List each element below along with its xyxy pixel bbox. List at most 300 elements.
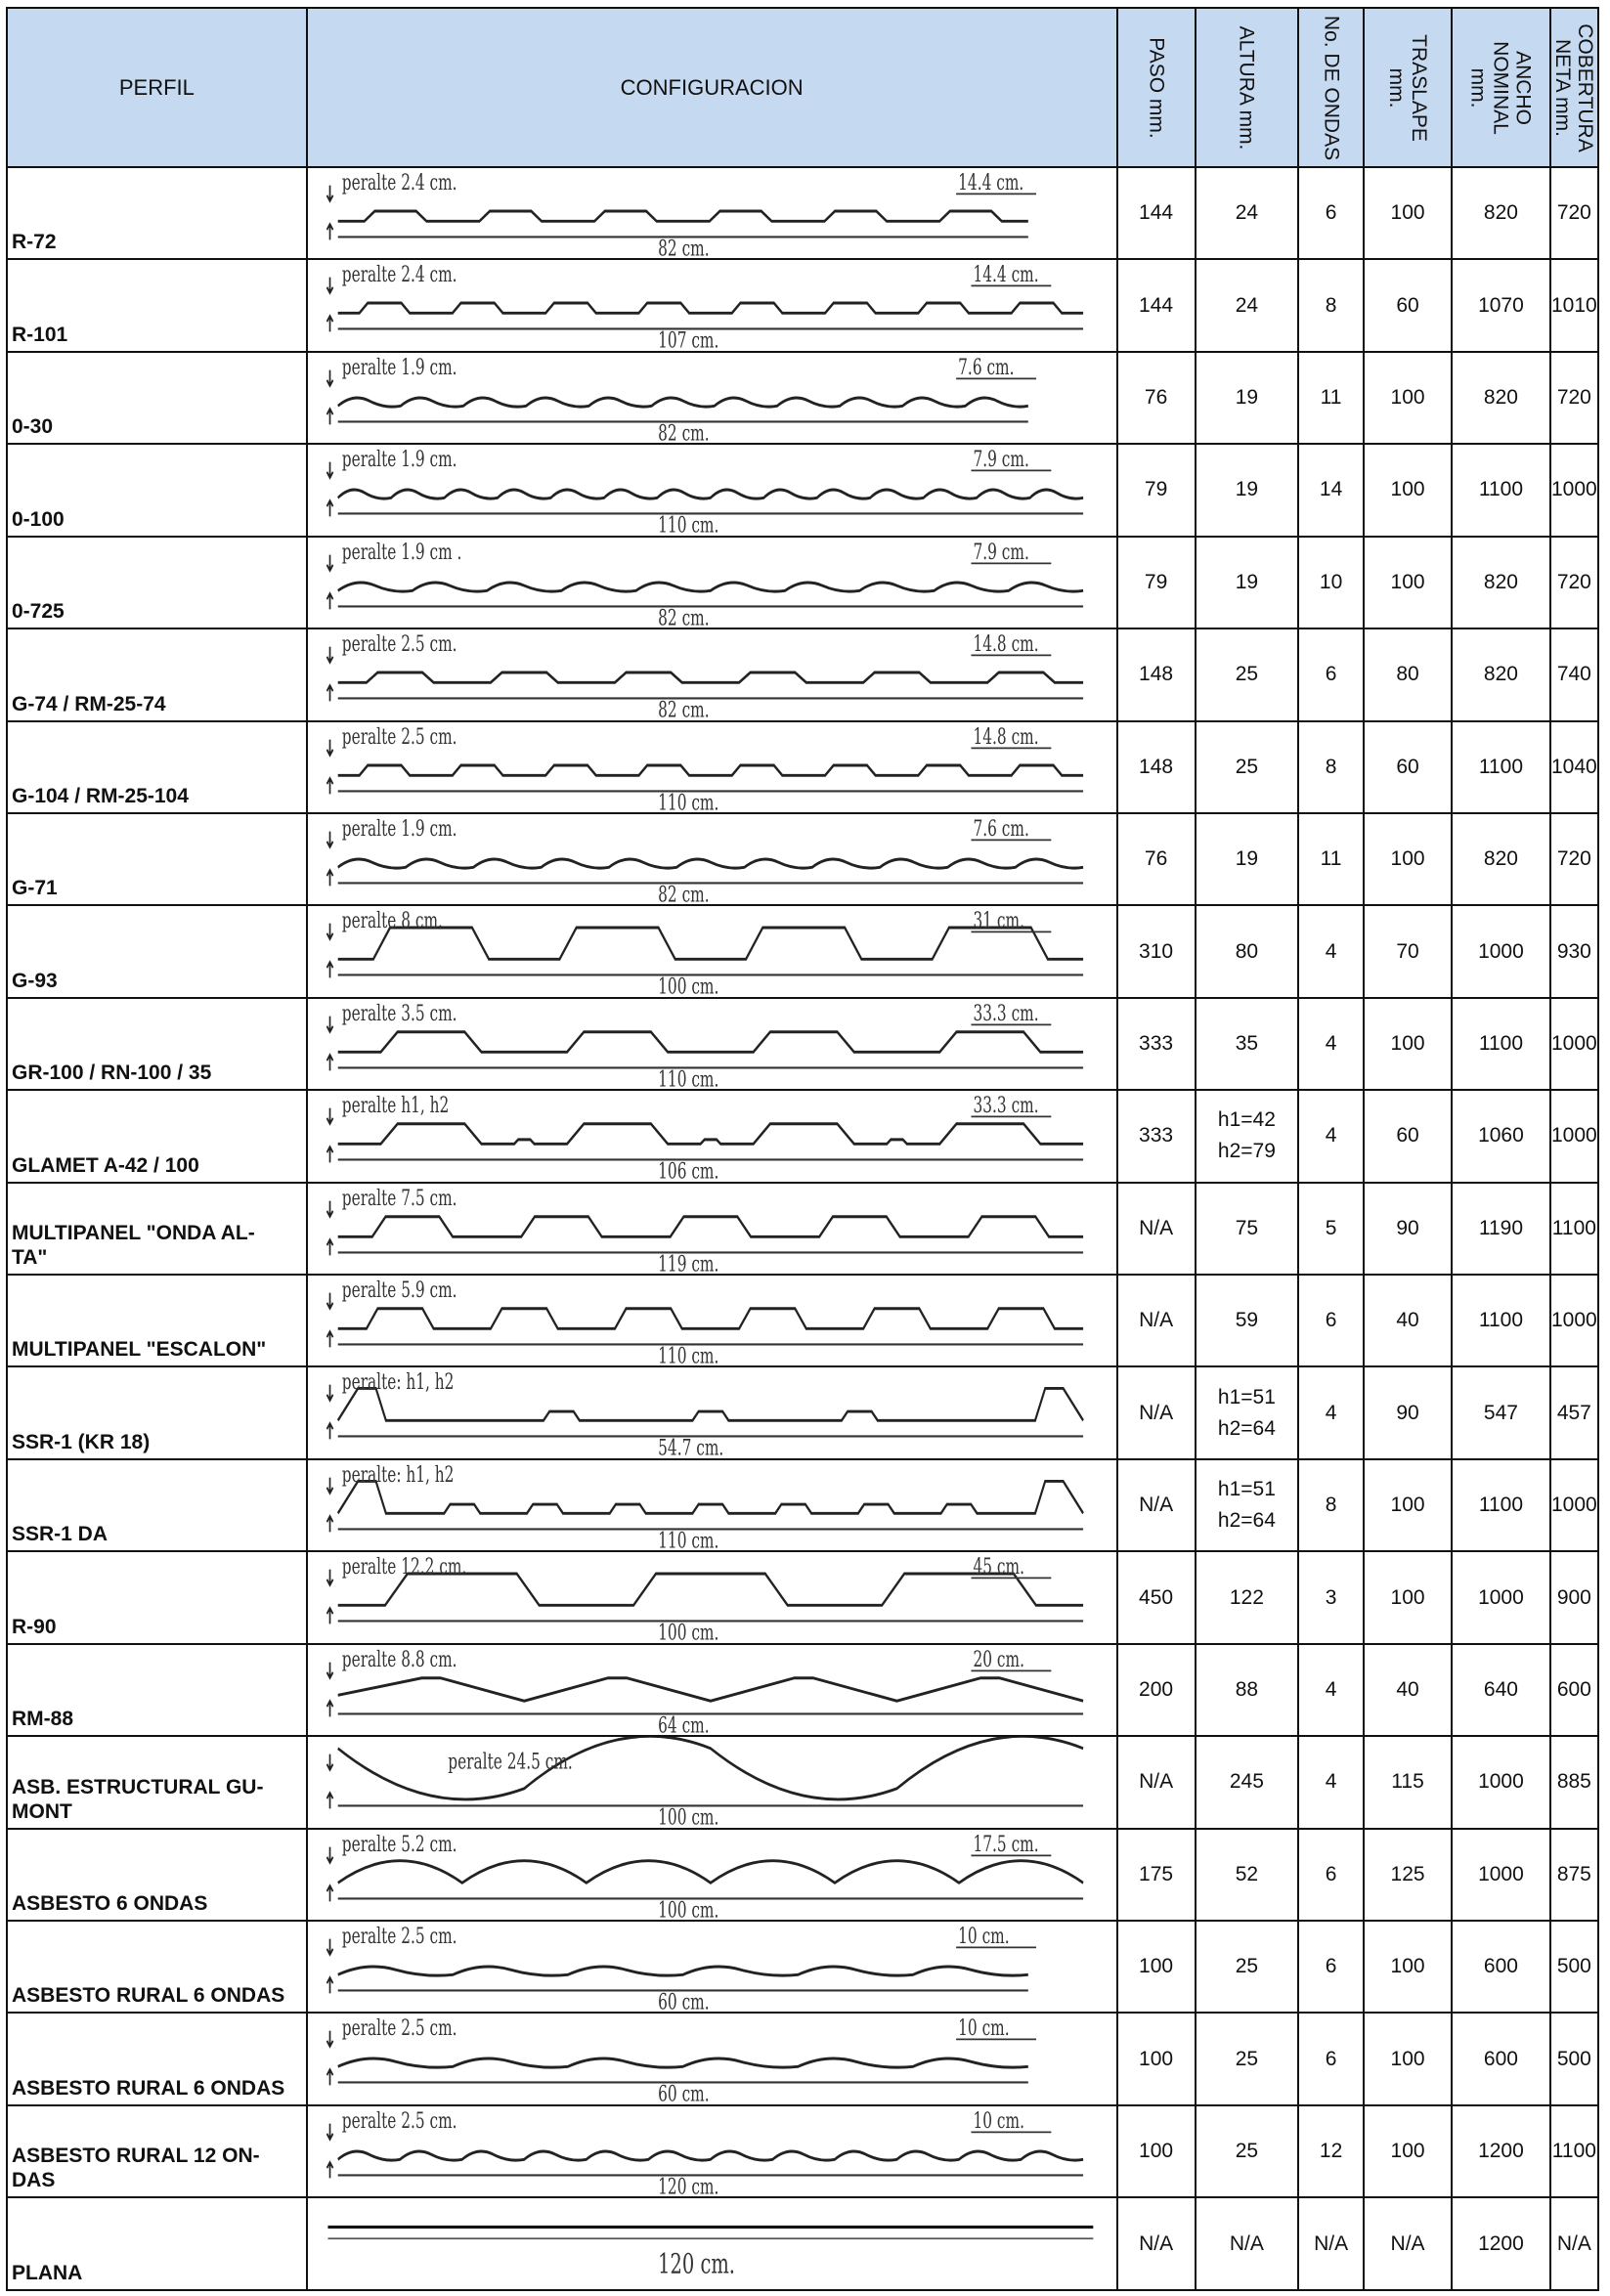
width-label: 100 cm. bbox=[657, 1804, 719, 1828]
traslape-value: 100 bbox=[1364, 1921, 1452, 2013]
width-label: 82 cm. bbox=[657, 420, 710, 444]
paso-value: 79 bbox=[1117, 537, 1196, 628]
profile-diagram-cell bbox=[307, 352, 1117, 444]
pitch-label: 14.4 cm. bbox=[957, 170, 1023, 195]
traslape-value: 90 bbox=[1364, 1183, 1452, 1275]
profile-diagram-cell bbox=[307, 905, 1117, 997]
table-row bbox=[7, 1829, 1598, 1921]
ondas-value: 4 bbox=[1298, 1090, 1364, 1182]
pitch-label: 17.5 cm. bbox=[973, 1831, 1039, 1857]
width-label: 60 cm. bbox=[657, 1989, 710, 2013]
paso-value: 148 bbox=[1117, 628, 1196, 720]
table-row bbox=[7, 259, 1598, 351]
paso-value: 100 bbox=[1117, 2013, 1196, 2104]
pitch-label: 33.3 cm. bbox=[973, 1001, 1039, 1026]
perfil-name-line: 0-100 bbox=[12, 507, 65, 531]
profiles-table bbox=[6, 7, 1599, 2291]
altura-h2: h2=64 bbox=[1217, 1509, 1276, 1533]
perfil-name-line: GR-100 / RN-100 / 35 bbox=[12, 1061, 212, 1085]
perfil-name-line: G-74 / RM-25-74 bbox=[12, 692, 166, 715]
traslape-value: 60 bbox=[1364, 259, 1452, 351]
profile-diagram bbox=[308, 999, 1116, 1089]
header-paso-label: PASO mm. bbox=[1145, 36, 1168, 139]
perfil-name-line: RM-88 bbox=[12, 1708, 74, 1731]
table-row bbox=[7, 444, 1598, 536]
perfil-name bbox=[7, 1644, 307, 1736]
paso-value: 100 bbox=[1117, 1921, 1196, 2013]
perfil-name-line: ASBESTO RURAL 6 ONDAS bbox=[12, 1984, 285, 2008]
profile-diagram-cell bbox=[307, 537, 1117, 628]
profile-diagram-cell bbox=[307, 1090, 1117, 1182]
cobertura-value: 457 bbox=[1550, 1366, 1598, 1458]
altura-value: 59 bbox=[1196, 1275, 1299, 1366]
height-arrow-down-icon bbox=[326, 924, 332, 939]
width-label: 107 cm. bbox=[657, 328, 719, 351]
height-arrow-up-icon bbox=[326, 317, 332, 332]
width-label: 100 cm. bbox=[657, 1897, 719, 1921]
altura-value: 25 bbox=[1196, 721, 1299, 813]
pitch-label: 10 cm. bbox=[957, 1924, 1010, 1949]
perfil-name bbox=[7, 537, 307, 628]
table-row bbox=[7, 1644, 1598, 1736]
header-ancho-line3: mm. bbox=[1466, 67, 1490, 108]
cobertura-value: 1100 bbox=[1550, 1183, 1598, 1275]
width-label: 100 cm. bbox=[657, 975, 719, 997]
height-arrow-down-icon bbox=[326, 554, 332, 570]
table-row bbox=[7, 1183, 1598, 1275]
width-label: 64 cm. bbox=[657, 1712, 710, 1736]
height-arrow-down-icon bbox=[326, 739, 332, 755]
profile-diagram bbox=[308, 1091, 1116, 1181]
height-arrow-down-icon bbox=[326, 1939, 332, 1955]
width-label: 120 cm. bbox=[657, 2174, 719, 2197]
ancho-value: 1000 bbox=[1452, 1551, 1550, 1643]
perfil-name bbox=[7, 1275, 307, 1366]
perfil-name bbox=[7, 1366, 307, 1458]
pitch-label: 14.8 cm. bbox=[973, 723, 1039, 750]
traslape-value: 100 bbox=[1364, 1459, 1452, 1551]
width-label: 110 cm. bbox=[657, 790, 719, 812]
altura-value: 25 bbox=[1196, 1921, 1299, 2013]
profile-diagram bbox=[308, 629, 1116, 719]
traslape-value: 100 bbox=[1364, 444, 1452, 536]
perfil-name bbox=[7, 1921, 307, 2013]
width-label: 110 cm. bbox=[657, 1528, 719, 1551]
perfil-name-line: SSR-1 (KR 18) bbox=[12, 1430, 151, 1453]
perfil-name-line: R-90 bbox=[12, 1615, 57, 1638]
cobertura-value: N/A bbox=[1550, 2197, 1598, 2290]
width-label: 82 cm. bbox=[657, 697, 710, 720]
height-arrow-up-icon bbox=[326, 593, 332, 609]
peralte-label: peralte 2.5 cm. bbox=[341, 1924, 457, 1949]
profile-diagram bbox=[308, 168, 1116, 258]
altura-value: 25 bbox=[1196, 628, 1299, 720]
cobertura-value: 600 bbox=[1550, 1644, 1598, 1736]
cobertura-value: 720 bbox=[1550, 813, 1598, 905]
perfil-name bbox=[7, 1736, 307, 1828]
peralte-label: peralte 7.5 cm. bbox=[341, 1185, 457, 1211]
ancho-value: 1100 bbox=[1452, 444, 1550, 536]
cobertura-value: 1000 bbox=[1550, 998, 1598, 1090]
peralte-label: peralte 1.9 cm. bbox=[341, 816, 457, 842]
pitch-label: 7.6 cm. bbox=[973, 816, 1029, 842]
altura-value bbox=[1196, 1090, 1299, 1182]
altura-value: 245 bbox=[1196, 1736, 1299, 1828]
height-arrow-down-icon bbox=[326, 1478, 332, 1494]
profile-diagram-cell bbox=[307, 628, 1117, 720]
altura-value: 25 bbox=[1196, 2013, 1299, 2104]
perfil-name-line: R-72 bbox=[12, 231, 57, 254]
table-row bbox=[7, 167, 1598, 259]
profile-diagram-cell bbox=[307, 1921, 1117, 2013]
profile-shape bbox=[337, 490, 1082, 498]
peralte-label: peralte 2.5 cm. bbox=[341, 631, 457, 657]
perfil-name bbox=[7, 905, 307, 997]
perfil-name-line: G-93 bbox=[12, 969, 58, 992]
perfil-name-line: DAS bbox=[12, 2169, 56, 2192]
profile-shape bbox=[337, 2151, 1082, 2160]
profile-shape bbox=[337, 2058, 1027, 2067]
height-arrow-down-icon bbox=[326, 2031, 332, 2047]
pitch-label: 10 cm. bbox=[973, 2108, 1024, 2134]
paso-value: 100 bbox=[1117, 2105, 1196, 2197]
ancho-value: 1100 bbox=[1452, 1459, 1550, 1551]
profile-diagram bbox=[308, 260, 1116, 350]
pitch-label: 20 cm. bbox=[973, 1647, 1024, 1672]
altura-value bbox=[1196, 1366, 1299, 1458]
header-cobertura-line1: COBERTURA bbox=[1574, 22, 1597, 152]
perfil-name-line: TA" bbox=[12, 1246, 48, 1270]
height-arrow-up-icon bbox=[326, 2070, 332, 2086]
ancho-value: 547 bbox=[1452, 1366, 1550, 1458]
header-row bbox=[7, 8, 1598, 167]
ondas-value: 6 bbox=[1298, 2013, 1364, 2104]
profile-diagram bbox=[308, 2106, 1116, 2196]
perfil-name bbox=[7, 1829, 307, 1921]
peralte-label: peralte 1.9 cm. bbox=[341, 447, 457, 473]
traslape-value: 100 bbox=[1364, 2105, 1452, 2197]
table-row bbox=[7, 1551, 1598, 1643]
traslape-value: 70 bbox=[1364, 905, 1452, 997]
header-ancho bbox=[1452, 8, 1550, 167]
profile-diagram bbox=[308, 445, 1116, 535]
height-arrow-up-icon bbox=[326, 963, 332, 978]
perfil-name-line: PLANA bbox=[12, 2262, 83, 2284]
cobertura-value: 500 bbox=[1550, 2013, 1598, 2104]
profile-diagram bbox=[308, 2014, 1116, 2103]
profile-diagram bbox=[308, 1830, 1116, 1920]
table-row bbox=[7, 352, 1598, 444]
altura-value: 19 bbox=[1196, 537, 1299, 628]
profile-diagram bbox=[308, 1645, 1116, 1735]
profile-diagram-cell bbox=[307, 2197, 1117, 2290]
header-ancho-line1: ANCHO bbox=[1511, 50, 1535, 125]
profile-diagram-cell bbox=[307, 2013, 1117, 2104]
height-arrow-down-icon bbox=[326, 1200, 332, 1216]
traslape-value: 100 bbox=[1364, 998, 1452, 1090]
perfil-name-line: ASBESTO 6 ONDAS bbox=[12, 1892, 208, 1916]
profile-diagram bbox=[308, 1367, 1116, 1457]
traslape-value: N/A bbox=[1364, 2197, 1452, 2290]
table-row bbox=[7, 721, 1598, 813]
height-arrow-down-icon bbox=[326, 278, 332, 293]
altura-value: 25 bbox=[1196, 2105, 1299, 2197]
profile-shape bbox=[337, 1860, 1082, 1883]
profiles-table-sheet bbox=[6, 7, 1599, 2291]
paso-value: 310 bbox=[1117, 905, 1196, 997]
height-arrow-down-icon bbox=[326, 647, 332, 663]
perfil-name bbox=[7, 1459, 307, 1551]
altura-value: 24 bbox=[1196, 259, 1299, 351]
height-arrow-up-icon bbox=[326, 1424, 332, 1440]
profile-diagram-cell bbox=[307, 1644, 1117, 1736]
cobertura-value: 720 bbox=[1550, 537, 1598, 628]
profile-diagram-cell bbox=[307, 998, 1117, 1090]
header-paso bbox=[1117, 8, 1196, 167]
ondas-value: 11 bbox=[1298, 813, 1364, 905]
profile-diagram-cell bbox=[307, 721, 1117, 813]
ancho-value: 1060 bbox=[1452, 1090, 1550, 1182]
paso-value: 333 bbox=[1117, 998, 1196, 1090]
peralte-label: peralte 2.4 cm. bbox=[341, 170, 457, 195]
ondas-value: 4 bbox=[1298, 905, 1364, 997]
paso-value: N/A bbox=[1117, 1736, 1196, 1828]
paso-value: 200 bbox=[1117, 1644, 1196, 1736]
profile-diagram-cell bbox=[307, 1736, 1117, 1828]
peralte-label: peralte: h1, h2 bbox=[341, 1462, 455, 1488]
header-ondas bbox=[1298, 8, 1364, 167]
perfil-name-line: G-71 bbox=[12, 877, 58, 900]
altura-h1: h1=42 bbox=[1217, 1108, 1276, 1132]
profile-diagram bbox=[308, 814, 1116, 904]
width-label: 82 cm. bbox=[657, 605, 710, 628]
peralte-label: peralte 12.2 cm. bbox=[341, 1554, 467, 1581]
ancho-value: 820 bbox=[1452, 167, 1550, 259]
profile-shape bbox=[337, 583, 1082, 591]
width-label: 110 cm. bbox=[657, 513, 719, 536]
cobertura-value: 500 bbox=[1550, 1921, 1598, 2013]
pitch-label: 14.8 cm. bbox=[973, 631, 1039, 657]
ancho-value: 640 bbox=[1452, 1644, 1550, 1736]
ancho-value: 600 bbox=[1452, 2013, 1550, 2104]
pitch-label: 7.9 cm. bbox=[973, 447, 1029, 473]
ondas-value: 10 bbox=[1298, 537, 1364, 628]
height-arrow-down-icon bbox=[326, 369, 332, 385]
paso-value: 144 bbox=[1117, 259, 1196, 351]
peralte-label: peralte 2.5 cm. bbox=[341, 2015, 457, 2042]
profile-diagram bbox=[308, 353, 1116, 443]
ondas-value: 4 bbox=[1298, 1644, 1364, 1736]
ondas-value: 6 bbox=[1298, 1275, 1364, 1366]
width-label: 106 cm. bbox=[657, 1158, 719, 1182]
profile-shape bbox=[337, 1216, 1082, 1236]
traslape-value: 60 bbox=[1364, 1090, 1452, 1182]
profile-shape bbox=[337, 1032, 1082, 1053]
profile-diagram-cell bbox=[307, 1366, 1117, 1458]
perfil-name bbox=[7, 998, 307, 1090]
height-arrow-up-icon bbox=[326, 1239, 332, 1255]
altura-value: 80 bbox=[1196, 905, 1299, 997]
height-arrow-down-icon bbox=[326, 1016, 332, 1031]
cobertura-value: 1000 bbox=[1550, 1275, 1598, 1366]
profile-diagram bbox=[308, 1460, 1116, 1550]
table-row bbox=[7, 2197, 1598, 2290]
perfil-name-line: ASB. ESTRUCTURAL GU- bbox=[12, 1775, 264, 1798]
profile-diagram bbox=[308, 1184, 1116, 1274]
traslape-value: 100 bbox=[1364, 352, 1452, 444]
altura-h2: h2=79 bbox=[1217, 1140, 1276, 1163]
profile-diagram bbox=[308, 2198, 1116, 2289]
peralte-label: peralte 24.5 cm. bbox=[447, 1749, 573, 1775]
height-arrow-up-icon bbox=[326, 1147, 332, 1162]
profile-diagram-cell bbox=[307, 167, 1117, 259]
width-label: 120 cm. bbox=[657, 2248, 735, 2280]
altura-value: N/A bbox=[1196, 2197, 1299, 2290]
cobertura-value: 900 bbox=[1550, 1551, 1598, 1643]
header-traslape-line2: mm. bbox=[1385, 67, 1409, 108]
perfil-name-line: 0-30 bbox=[12, 415, 54, 439]
height-arrow-down-icon bbox=[326, 1385, 332, 1401]
height-arrow-up-icon bbox=[326, 409, 332, 424]
height-arrow-up-icon bbox=[326, 1055, 332, 1070]
table-row bbox=[7, 813, 1598, 905]
ondas-value: 8 bbox=[1298, 1459, 1364, 1551]
width-label: 60 cm. bbox=[657, 2082, 710, 2104]
height-arrow-up-icon bbox=[326, 500, 332, 516]
height-arrow-down-icon bbox=[326, 832, 332, 847]
profile-shape bbox=[337, 1124, 1082, 1145]
cobertura-value: 1000 bbox=[1550, 1459, 1598, 1551]
ancho-value: 820 bbox=[1452, 813, 1550, 905]
ancho-value: 1000 bbox=[1452, 1736, 1550, 1828]
profile-shape bbox=[337, 672, 1082, 682]
header-traslape bbox=[1364, 8, 1452, 167]
peralte-label: peralte 8 cm. bbox=[341, 908, 443, 934]
ondas-value: 8 bbox=[1298, 259, 1364, 351]
perfil-name-line: MULTIPANEL "ESCALON" bbox=[12, 1338, 267, 1362]
profile-diagram bbox=[308, 1922, 1116, 2012]
ondas-value: 6 bbox=[1298, 1921, 1364, 2013]
height-arrow-up-icon bbox=[326, 1516, 332, 1532]
profile-diagram bbox=[308, 1737, 1116, 1827]
height-arrow-up-icon bbox=[326, 1609, 332, 1625]
pitch-label: 7.6 cm. bbox=[957, 355, 1015, 380]
ondas-value: 4 bbox=[1298, 1736, 1364, 1828]
cobertura-value: 930 bbox=[1550, 905, 1598, 997]
traslape-value: 100 bbox=[1364, 813, 1452, 905]
altura-h2: h2=64 bbox=[1217, 1416, 1276, 1440]
paso-value: N/A bbox=[1117, 2197, 1196, 2290]
cobertura-value: 1000 bbox=[1550, 444, 1598, 536]
table-row bbox=[7, 2105, 1598, 2197]
ondas-value: 5 bbox=[1298, 1183, 1364, 1275]
perfil-name-line: MULTIPANEL "ONDA AL- bbox=[12, 1222, 255, 1245]
table-row bbox=[7, 1921, 1598, 2013]
altura-value: 122 bbox=[1196, 1551, 1299, 1643]
table-body bbox=[7, 167, 1598, 2290]
altura-value: 19 bbox=[1196, 352, 1299, 444]
profile-diagram-cell bbox=[307, 259, 1117, 351]
paso-value: 450 bbox=[1117, 1551, 1196, 1643]
perfil-name bbox=[7, 259, 307, 351]
perfil-name bbox=[7, 2013, 307, 2104]
width-label: 110 cm. bbox=[657, 1343, 719, 1366]
height-arrow-up-icon bbox=[326, 870, 332, 886]
ancho-value: 1000 bbox=[1452, 905, 1550, 997]
pitch-label: 45 cm. bbox=[973, 1554, 1024, 1581]
altura-value: 19 bbox=[1196, 444, 1299, 536]
traslape-value: 115 bbox=[1364, 1736, 1452, 1828]
profile-diagram-cell bbox=[307, 1551, 1117, 1643]
ancho-value: 600 bbox=[1452, 1921, 1550, 2013]
cobertura-value: 740 bbox=[1550, 628, 1598, 720]
perfil-name bbox=[7, 628, 307, 720]
header-cobertura bbox=[1550, 8, 1598, 167]
ancho-value: 1100 bbox=[1452, 998, 1550, 1090]
cobertura-value: 1000 bbox=[1550, 1090, 1598, 1182]
paso-value: 76 bbox=[1117, 352, 1196, 444]
ondas-value: 11 bbox=[1298, 352, 1364, 444]
header-altura-label: ALTURA mm. bbox=[1235, 25, 1258, 150]
perfil-name-line: G-104 / RM-25-104 bbox=[12, 784, 189, 807]
profile-diagram-cell bbox=[307, 2105, 1117, 2197]
peralte-label: peralte 1.9 cm . bbox=[341, 539, 462, 565]
header-cobertura-label bbox=[1551, 23, 1596, 152]
traslape-value: 40 bbox=[1364, 1275, 1452, 1366]
profile-diagram-cell bbox=[307, 1183, 1117, 1275]
perfil-name-line: 0-725 bbox=[12, 600, 65, 624]
profile-diagram bbox=[308, 538, 1116, 628]
peralte-label: peralte h1, h2 bbox=[341, 1093, 450, 1119]
ondas-value: 8 bbox=[1298, 721, 1364, 813]
ancho-value: 1100 bbox=[1452, 721, 1550, 813]
perfil-name bbox=[7, 813, 307, 905]
height-arrow-down-icon bbox=[326, 1754, 332, 1770]
traslape-value: 60 bbox=[1364, 721, 1452, 813]
height-arrow-up-icon bbox=[326, 685, 332, 701]
height-arrow-up-icon bbox=[326, 778, 332, 794]
ancho-value: 820 bbox=[1452, 628, 1550, 720]
traslape-value: 100 bbox=[1364, 2013, 1452, 2104]
cobertura-value: 1040 bbox=[1550, 721, 1598, 813]
height-arrow-down-icon bbox=[326, 1846, 332, 1862]
height-arrow-up-icon bbox=[326, 1331, 332, 1347]
profile-diagram-cell bbox=[307, 1829, 1117, 1921]
paso-value: 79 bbox=[1117, 444, 1196, 536]
table-row bbox=[7, 1459, 1598, 1551]
perfil-name bbox=[7, 167, 307, 259]
profile-diagram-cell bbox=[307, 1459, 1117, 1551]
ondas-value: 4 bbox=[1298, 1366, 1364, 1458]
width-label: 82 cm. bbox=[657, 882, 710, 905]
altura-value: 52 bbox=[1196, 1829, 1299, 1921]
width-label: 82 cm. bbox=[657, 236, 710, 259]
perfil-name bbox=[7, 1090, 307, 1182]
profile-shape bbox=[337, 398, 1027, 407]
perfil-name-line: MONT bbox=[12, 1799, 72, 1823]
header-traslape-line1: TRASLAPE bbox=[1408, 33, 1431, 142]
altura-value bbox=[1196, 1459, 1299, 1551]
cobertura-value: 885 bbox=[1550, 1736, 1598, 1828]
height-arrow-down-icon bbox=[326, 2123, 332, 2139]
profile-shape bbox=[337, 765, 1082, 775]
height-arrow-down-icon bbox=[326, 462, 332, 478]
table-row bbox=[7, 628, 1598, 720]
table-row bbox=[7, 1275, 1598, 1366]
header-perfil: PERFIL bbox=[7, 8, 307, 167]
ancho-value: 820 bbox=[1452, 537, 1550, 628]
ancho-value: 1200 bbox=[1452, 2105, 1550, 2197]
